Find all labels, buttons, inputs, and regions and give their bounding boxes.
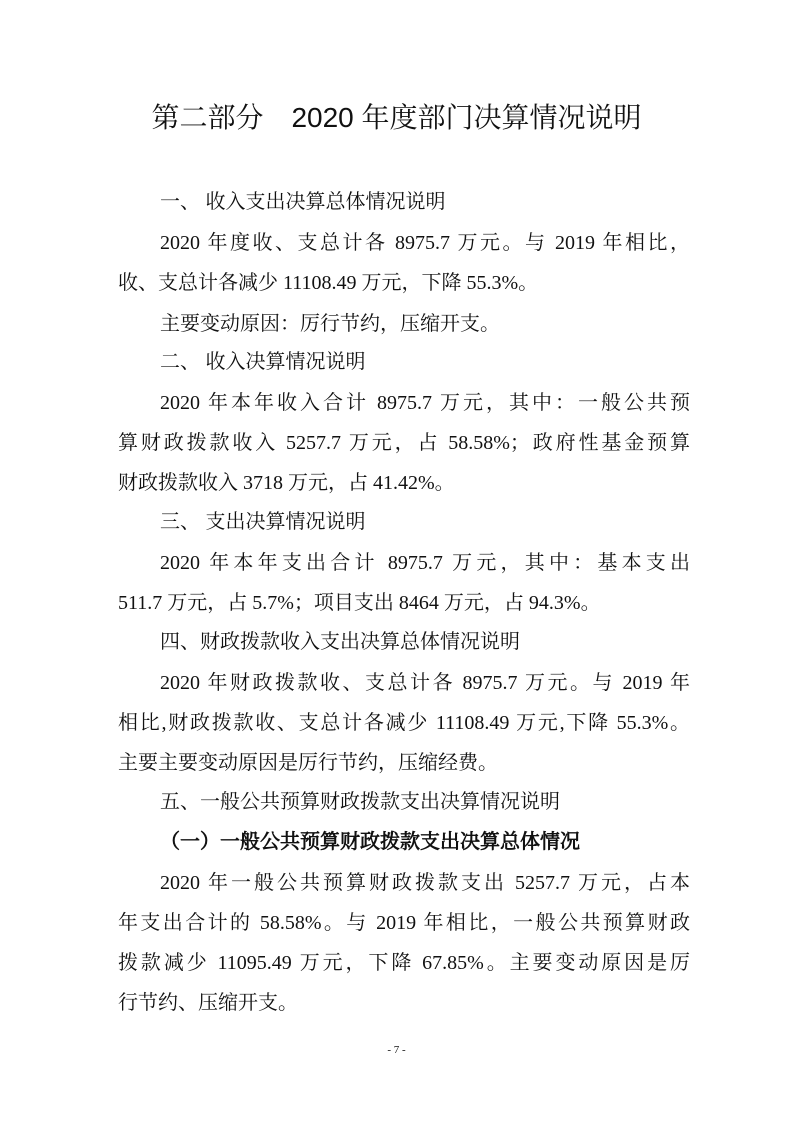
paragraph-line: 收、支总计各减少 11108.49 万元，下降 55.3%。 xyxy=(118,272,539,294)
paragraph-line: 算财政拨款收入 5257.7 万元，占 58.58%；政府性基金预算 xyxy=(118,432,690,454)
paragraph-line: 511.7 万元，占 5.7%；项目支出 8464 万元，占 94.3%。 xyxy=(118,592,601,614)
paragraph-line: 拨款减少 11095.49 万元，下降 67.85%。主要变动原因是厉 xyxy=(118,952,690,974)
paragraph-line: 2020 年一般公共预算财政拨款支出 5257.7 万元，占本 xyxy=(160,872,690,894)
page-number: - 7 - xyxy=(387,1044,406,1056)
paragraph-line: 主要变动原因：厉行节约，压缩开支。 xyxy=(160,313,500,335)
page-title: 第二部分 2020 年度部门决算情况说明 xyxy=(151,102,642,133)
paragraph-line: 财政拨款收入 3718 万元，占 41.42%。 xyxy=(118,472,455,494)
paragraph-line: 相比,财政拨款收、支总计各减少 11108.49 万元,下降 55.3%。 xyxy=(118,712,690,734)
paragraph-line: 2020 年财政拨款收、支总计各 8975.7 万元。与 2019 年 xyxy=(160,672,690,694)
paragraph-line: 2020 年本年支出合计 8975.7 万元，其中：基本支出 xyxy=(160,552,690,574)
section-heading-4: 四、财政拨款收入支出决算总体情况说明 xyxy=(160,631,520,653)
subsection-heading: （一）一般公共预算财政拨款支出决算总体情况 xyxy=(160,831,580,853)
paragraph-line: 主要主要变动原因是厉行节约，压缩经费。 xyxy=(118,752,498,774)
paragraph-line: 2020 年本年收入合计 8975.7 万元，其中：一般公共预 xyxy=(160,392,690,414)
section-heading-2: 二、 收入决算情况说明 xyxy=(160,351,366,373)
paragraph-line: 2020 年度收、支总计各 8975.7 万元。与 2019 年相比， xyxy=(160,232,690,254)
section-heading-3: 三、 支出决算情况说明 xyxy=(160,511,366,533)
paragraph-line: 年支出合计的 58.58%。与 2019 年相比，一般公共预算财政 xyxy=(118,912,690,934)
paragraph-line: 行节约、压缩开支。 xyxy=(118,992,298,1014)
section-heading-5: 五、一般公共预算财政拨款支出决算情况说明 xyxy=(160,791,560,813)
section-heading-1: 一、 收入支出决算总体情况说明 xyxy=(160,191,446,213)
